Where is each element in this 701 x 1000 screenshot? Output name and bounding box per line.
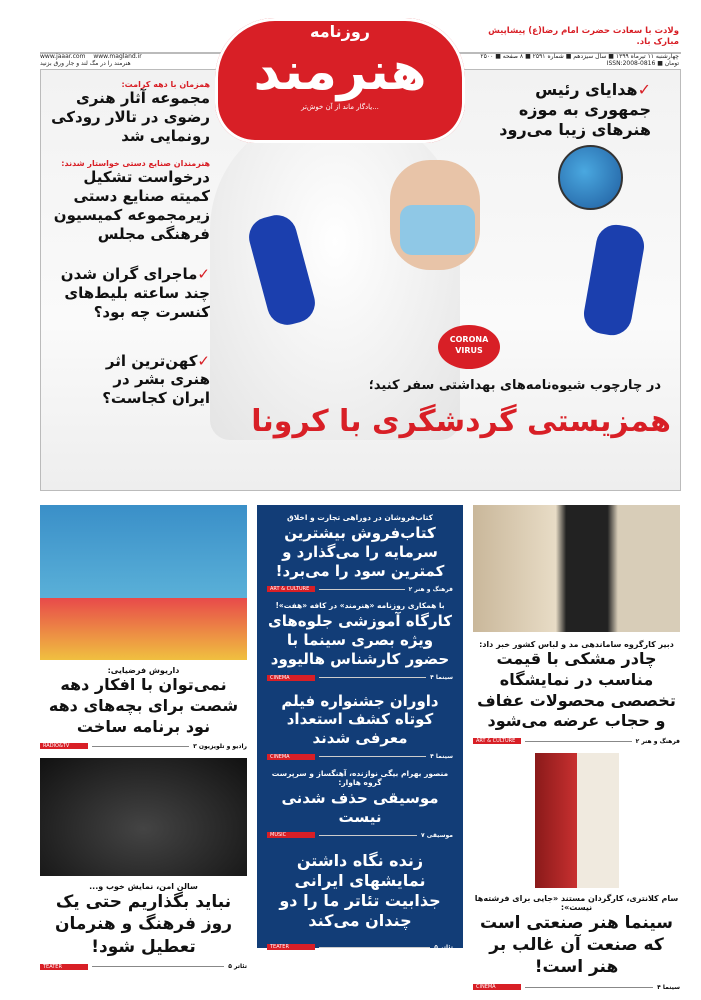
section-label: سینما ۴ bbox=[657, 983, 680, 991]
section-tag: MUSIC bbox=[267, 832, 315, 838]
divider bbox=[319, 589, 405, 590]
brief[interactable]: منصور بهرام بیگی نوازنده، آهنگساز و سرپرست گروه هاوار: موسیقی حذف شدنی نیست موسیقی ۷ MUSIC bbox=[267, 769, 453, 840]
section-tag: CINEMA bbox=[267, 675, 315, 681]
hero-story[interactable]: ✓ماجرای گران شدن چند ساعته بلیط‌های کنسرت چه بود؟ bbox=[60, 265, 210, 321]
section-tag: ART & CULTURE bbox=[267, 586, 315, 592]
story[interactable]: داریوش فرضیایی: نمی‌توان با افکار دهه شصت برای بچه‌های دهه نود برنامه ساخت رادیو و تلویزیون ۳ RADIO&TV bbox=[40, 666, 247, 750]
hero-story[interactable]: هنرمندان صنایع دستی خواستار شدند: درخواست تشکیل کمیته صنایع دستی زیرمجموعه کمیسیون فرهنگی مجلس bbox=[53, 159, 210, 243]
section-label: فرهنگ و هنر ۲ bbox=[635, 737, 680, 745]
logo-small: روزنامه bbox=[310, 22, 370, 41]
issue-info: چهارشنبه ۱۱ تیرماه ۱۳۹۹ ■ سال سیزدهم ■ شماره ۲۵۹۱ ■ ۸ صفحه ■ ۲۵۰۰ تومان ■ ISSN:2008-0816 bbox=[480, 53, 679, 67]
brief[interactable]: کتاب‌فروشان در دوراهی تجارت و اخلاق کتاب‌فروش بیشترین سرمایه را می‌گذارد و کمترین سود را می‌برد! فرهنگ و هنر ۲ ART & CULTURE bbox=[267, 513, 453, 593]
story-photo bbox=[473, 505, 680, 632]
story-photo bbox=[40, 758, 247, 876]
logo-big: هنرمند bbox=[253, 42, 427, 102]
section-label: تئاتر ۵ bbox=[228, 963, 247, 971]
divider bbox=[319, 947, 430, 948]
hero-story[interactable]: همزمان با دهه کرامت: مجموعه آثار هنری رضوی در تالار رودکی رونمایی شد bbox=[51, 80, 210, 145]
section-label: رادیو و تلویزیون ۳ bbox=[193, 742, 247, 750]
brief[interactable]: زنده نگاه داشتن نمایشهای ایرانی جذابیت تئاتر ما را دو چندان می‌کند تئاتر ۵ TEATER bbox=[267, 851, 453, 951]
check-icon: ✓ bbox=[637, 80, 651, 99]
url-magland[interactable]: www.magland.ir bbox=[93, 53, 142, 60]
section-tag: CINEMA bbox=[473, 984, 521, 990]
promo-text: هنرمند را در مگ لند و جار ورق بزنید bbox=[40, 59, 131, 67]
main-headline[interactable]: همزیستی گردشگری با کرونا bbox=[251, 404, 671, 439]
news-briefs-panel bbox=[257, 505, 463, 951]
newspaper-logo[interactable] bbox=[215, 18, 465, 143]
film-poster bbox=[535, 753, 619, 888]
section-tag: RADIO&TV bbox=[40, 743, 88, 749]
divider bbox=[92, 966, 224, 967]
web-links bbox=[40, 54, 210, 67]
face-mask bbox=[400, 205, 475, 255]
corona-badge: CORONA VIRUS bbox=[438, 325, 500, 369]
divider bbox=[319, 677, 426, 678]
right-column bbox=[473, 505, 680, 999]
section-label: تئاتر ۵ bbox=[434, 943, 453, 951]
divider bbox=[319, 835, 417, 836]
section-label: سینما ۴ bbox=[430, 674, 453, 681]
story[interactable]: سالن امن، نمایش خوب و... نباید بگذاریم حتی یک روز فرهنگ و هنرمان تعطیل شود! تئاتر ۵ TEATER bbox=[40, 882, 247, 970]
hero-story[interactable]: ✓کهن‌ترین اثر هنری بشر در ایران کجاست؟ bbox=[102, 351, 210, 407]
divider bbox=[92, 746, 189, 747]
left-column bbox=[40, 505, 247, 979]
check-icon: ✓ bbox=[197, 265, 210, 284]
section-label: سینما ۴ bbox=[430, 753, 453, 761]
brief[interactable]: با همکاری روزنامه «هنرمند» در کافه «هفت»! کارگاه آموزشی جلوه‌های ویژه بصری سینما با حضور کارشناس هالیوود سینما ۴ CINEMA bbox=[267, 601, 453, 681]
check-icon: ✓ bbox=[197, 351, 210, 370]
hero-right-story[interactable]: ✓هدایای رئیس جمهوری به موزه هنرهای زیبا می‌رود bbox=[499, 80, 651, 139]
section-label: فرهنگ و هنر ۲ bbox=[408, 585, 453, 593]
divider bbox=[319, 756, 426, 757]
story-photo bbox=[40, 505, 247, 660]
divider bbox=[525, 987, 653, 988]
section-tag: CINEMA bbox=[267, 754, 315, 760]
section-tag: TEATER bbox=[40, 964, 88, 970]
brief[interactable]: داوران جشنواره فیلم کوتاه کشف استعداد معرفی شدند سینما ۴ CINEMA bbox=[267, 692, 453, 761]
story[interactable]: دبیر کارگروه ساماندهی مد و لباس کشور خبر داد: چادر مشکی با قیمت مناسب در نمایشگاه تخصصی محصولات عفاف و حجاب عرضه می‌شود فرهنگ و هنر ۲ ART & CULTURE bbox=[473, 640, 680, 745]
section-tag: TEATER bbox=[267, 944, 315, 950]
section-label: موسیقی ۷ bbox=[421, 831, 453, 839]
globe-icon bbox=[558, 145, 623, 210]
logo-tagline: ...یادگار ماند از آن خوش‌تر bbox=[301, 103, 379, 111]
url-jaaar[interactable]: www.jaaar.com bbox=[40, 53, 86, 60]
section-tag: ART & CULTURE bbox=[473, 738, 521, 744]
divider bbox=[525, 741, 632, 742]
greeting-banner: ولادت با سعادت حضرت امام رضا(ع) پیشاپیش مبارک باد. bbox=[488, 26, 679, 47]
main-kicker: در چارچوب شیوه‌نامه‌های بهداشتی سفر کنید؛ bbox=[368, 378, 661, 393]
hero-left-stories bbox=[48, 80, 210, 408]
story[interactable]: سام کلانتری، کارگردان مستند «جایی برای فرشته‌ها نیست»: سینما هنر صنعتی است که صنعت آن غالب بر هنر است! سینما ۴ CINEMA bbox=[474, 894, 680, 991]
